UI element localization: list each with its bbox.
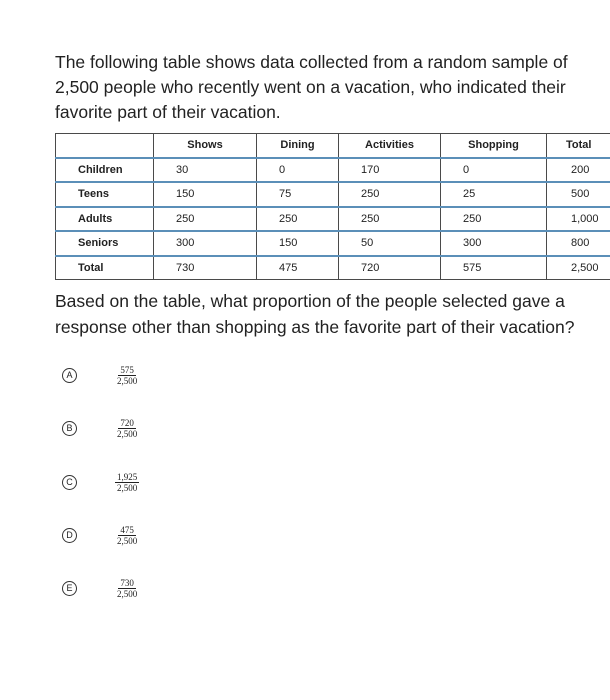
table-cell: 720 bbox=[339, 256, 441, 280]
table-cell: 800 bbox=[547, 231, 610, 256]
table-cell: 170 bbox=[339, 158, 441, 183]
table-cell: 250 bbox=[339, 182, 441, 207]
row-label: Teens bbox=[56, 182, 154, 207]
header-total: Total bbox=[547, 134, 610, 158]
table-cell: 250 bbox=[154, 207, 257, 232]
fraction-numerator: 730 bbox=[120, 577, 134, 588]
table-cell: 250 bbox=[441, 207, 547, 232]
table-cell: 475 bbox=[257, 256, 339, 280]
table-cell: 300 bbox=[441, 231, 547, 256]
table-cell: 30 bbox=[154, 158, 257, 183]
choice-d-letter-badge[interactable]: D bbox=[62, 528, 77, 543]
row-label: Adults bbox=[56, 207, 154, 232]
table-cell: 50 bbox=[339, 231, 441, 256]
table-total-row bbox=[56, 256, 610, 280]
fraction-numerator: 720 bbox=[120, 417, 134, 428]
table-cell: 0 bbox=[257, 158, 339, 183]
row-label: Children bbox=[56, 158, 154, 183]
fraction-numerator: 475 bbox=[120, 524, 134, 535]
header-activities: Activities bbox=[339, 134, 441, 158]
table-cell: 1,000 bbox=[547, 207, 610, 232]
header-dining: Dining bbox=[257, 134, 339, 158]
choice-c[interactable] bbox=[62, 467, 262, 497]
table-header-row bbox=[56, 134, 610, 158]
vacation-data-table bbox=[55, 133, 610, 280]
table-cell: 75 bbox=[257, 182, 339, 207]
fraction-denominator: 2,500 bbox=[117, 375, 138, 386]
table-cell: 0 bbox=[441, 158, 547, 183]
choice-d[interactable] bbox=[62, 520, 262, 550]
row-label: Seniors bbox=[56, 231, 154, 256]
table-cell: 300 bbox=[154, 231, 257, 256]
table-cell: 250 bbox=[257, 207, 339, 232]
choice-a-letter-badge[interactable]: A bbox=[62, 368, 77, 383]
choice-b-letter-badge[interactable]: B bbox=[62, 421, 77, 436]
fraction-numerator: 575 bbox=[120, 364, 134, 375]
table-cell: 500 bbox=[547, 182, 610, 207]
table-cell: 575 bbox=[441, 256, 547, 280]
table-cell: 150 bbox=[257, 231, 339, 256]
table-row bbox=[56, 182, 610, 207]
table-row bbox=[56, 231, 610, 256]
intro-paragraph: The following table shows data collected from a random sample of 2,500 people who recently went on a vacation, who indicated their favorite part of their vacation. bbox=[55, 52, 568, 122]
choice-e[interactable] bbox=[62, 573, 262, 603]
table-cell: 150 bbox=[154, 182, 257, 207]
table-row bbox=[56, 158, 610, 183]
choice-b-fraction bbox=[115, 418, 139, 439]
fraction-denominator: 2,500 bbox=[117, 535, 138, 546]
choice-e-letter-badge[interactable]: E bbox=[62, 581, 77, 596]
fraction-numerator: 1,925 bbox=[117, 471, 138, 482]
table-cell: 250 bbox=[339, 207, 441, 232]
choice-e-fraction bbox=[115, 578, 139, 599]
fraction-denominator: 2,500 bbox=[117, 482, 138, 493]
choice-a-fraction bbox=[115, 365, 139, 386]
fraction-denominator: 2,500 bbox=[117, 428, 138, 439]
header-shows: Shows bbox=[154, 134, 257, 158]
fraction-denominator: 2,500 bbox=[117, 588, 138, 599]
choice-d-fraction bbox=[115, 525, 139, 546]
choice-c-fraction bbox=[115, 472, 139, 493]
choice-b[interactable] bbox=[62, 413, 262, 443]
table-cell: 25 bbox=[441, 182, 547, 207]
table-cell: 2,500 bbox=[547, 256, 610, 280]
choice-a[interactable] bbox=[62, 360, 262, 390]
question-text: Based on the table, what proportion of the people selected gave a response other than shopping as the favorite part of their vacation? bbox=[55, 291, 575, 337]
table-cell: 200 bbox=[547, 158, 610, 183]
choice-c-letter-badge[interactable]: C bbox=[62, 475, 77, 490]
row-label: Total bbox=[56, 256, 154, 280]
header-shopping: Shopping bbox=[441, 134, 547, 158]
table-row bbox=[56, 207, 610, 232]
table-cell: 730 bbox=[154, 256, 257, 280]
header-corner bbox=[56, 134, 154, 158]
